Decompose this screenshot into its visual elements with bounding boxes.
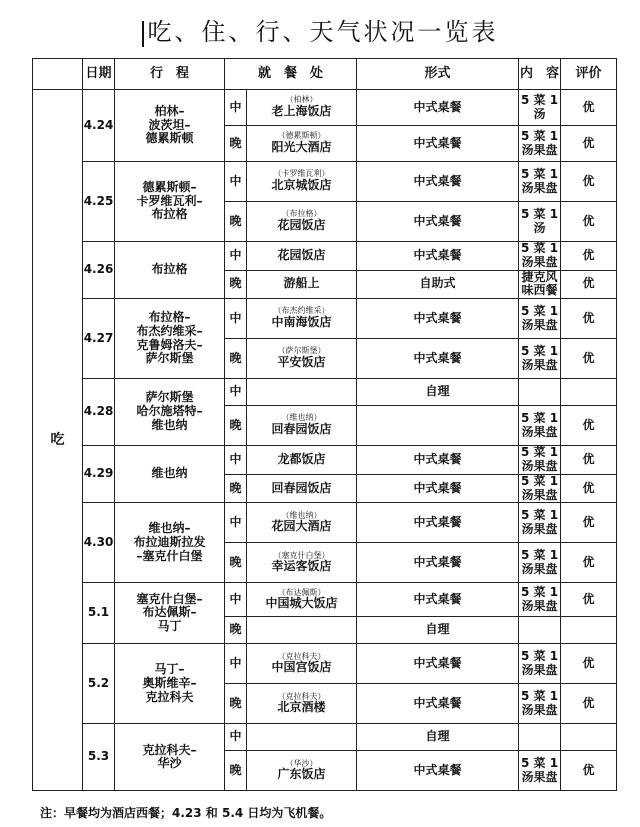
rating-cell: 优	[561, 684, 617, 724]
date-cell: 4.29	[83, 446, 115, 503]
meal-form-cell: 中式桌餐	[357, 751, 519, 791]
meal-content-cell	[519, 379, 561, 406]
date-cell: 5.3	[83, 724, 115, 791]
restaurant-cell	[247, 724, 357, 751]
table-body	[33, 90, 617, 791]
restaurant-cell	[247, 583, 357, 617]
itinerary-stop: 布拉迪斯拉发	[133, 534, 206, 549]
itinerary-cell	[115, 583, 225, 644]
meal-content-cell: 5 菜 1 汤果盘	[519, 406, 561, 446]
restaurant-name: 龙都饭店	[277, 452, 326, 467]
restaurant-city: （萨尔斯堡）	[277, 346, 326, 356]
rating-cell: 优	[561, 644, 617, 684]
meal-form-cell: 中式桌餐	[357, 543, 519, 583]
rating-cell: 优	[561, 299, 617, 339]
category-header	[33, 59, 83, 90]
restaurant-cell	[247, 126, 357, 162]
meal-content-cell: 5 菜 1 汤果盘	[519, 474, 561, 503]
restaurant-name: 回春园饭店	[271, 480, 332, 495]
itinerary-stop: 布拉格	[151, 262, 188, 277]
meal-form-cell: 自理	[357, 379, 519, 406]
rating-cell: 优	[561, 162, 617, 202]
table-row	[33, 162, 617, 202]
meal-form-cell: 中式桌餐	[357, 684, 519, 724]
restaurant-name: 北京城饭店	[271, 178, 332, 192]
header-form: 形式	[357, 59, 519, 90]
meal-form-cell	[357, 406, 519, 446]
rating-cell: 优	[561, 242, 617, 271]
document-title	[0, 12, 640, 47]
rating-cell: 优	[561, 90, 617, 126]
itinerary-stop: 萨尔斯堡	[145, 351, 194, 366]
meal-form-cell: 中式桌餐	[357, 90, 519, 126]
meal-form-cell: 中式桌餐	[357, 583, 519, 617]
restaurant-city: （德累斯顿）	[277, 131, 326, 141]
restaurant-city: （维也纳）	[281, 413, 322, 423]
meal-time-cell: 中	[225, 583, 247, 617]
table-row	[33, 724, 617, 751]
itinerary-stop: 德累斯顿–	[142, 179, 197, 194]
meal-time-cell: 晚	[225, 543, 247, 583]
rating-cell: 优	[561, 446, 617, 475]
restaurant-cell	[247, 299, 357, 339]
itinerary-cell	[115, 446, 225, 503]
itinerary-stop: 马丁–	[154, 662, 185, 677]
table-row	[33, 242, 617, 271]
restaurant-cell	[247, 543, 357, 583]
meal-content-cell: 5 菜 1 汤	[519, 202, 561, 242]
itinerary-stop: 德累斯顿	[145, 131, 194, 146]
meal-form-cell: 自理	[357, 617, 519, 644]
rating-cell	[561, 617, 617, 644]
table-row	[33, 503, 617, 543]
itinerary-stop: 奥斯维辛–	[142, 675, 197, 690]
rating-cell: 优	[561, 474, 617, 503]
itinerary-stop: 布杰约维采–	[136, 323, 203, 338]
meal-time-cell: 晚	[225, 684, 247, 724]
restaurant-city: （克拉科夫）	[277, 651, 326, 661]
meal-form-cell: 中式桌餐	[357, 126, 519, 162]
date-cell: 4.28	[83, 379, 115, 446]
restaurant-cell	[247, 339, 357, 379]
meal-time-cell: 中	[225, 724, 247, 751]
itinerary-stop: 哈尔施塔特–	[136, 404, 203, 419]
restaurant-city: （柏林）	[285, 95, 318, 105]
restaurant-cell	[247, 379, 357, 406]
itinerary-stop: 克拉科夫	[145, 689, 194, 704]
meal-form-cell: 中式桌餐	[357, 503, 519, 543]
date-cell: 4.27	[83, 299, 115, 379]
restaurant-name: 游船上	[283, 276, 320, 291]
rating-cell: 优	[561, 126, 617, 162]
itinerary-cell	[115, 644, 225, 724]
restaurant-cell	[247, 242, 357, 271]
table-row	[33, 90, 617, 126]
itinerary-stop: 华沙	[157, 756, 182, 771]
meal-time-cell: 晚	[225, 474, 247, 503]
meal-time-cell: 中	[225, 299, 247, 339]
meal-time-cell: 中	[225, 162, 247, 202]
meal-time-cell: 晚	[225, 751, 247, 791]
restaurant-cell	[247, 162, 357, 202]
restaurant-city: （布达佩斯）	[277, 587, 326, 597]
itinerary-stop: –塞克什白堡	[136, 548, 203, 563]
itinerary-cell	[115, 724, 225, 791]
meal-time-cell: 中	[225, 503, 247, 543]
meal-content-cell: 5 菜 1 汤果盘	[519, 242, 561, 271]
itinerary-cell	[115, 162, 225, 242]
rating-cell: 优	[561, 339, 617, 379]
restaurant-name: 中国宫饭店	[271, 660, 332, 675]
restaurant-city: （克拉科夫）	[277, 691, 326, 701]
restaurant-name: 花园大酒店	[271, 519, 332, 534]
itinerary-stop: 布达佩斯–	[142, 605, 197, 620]
meal-form-cell: 中式桌餐	[357, 446, 519, 475]
meal-time-cell: 晚	[225, 617, 247, 644]
itinerary-stop: 柏林–	[154, 103, 185, 118]
itinerary-stop: 布拉格	[151, 207, 188, 222]
text-cursor	[142, 21, 144, 47]
restaurant-city: （布杰约维采）	[273, 306, 330, 316]
meal-content-cell: 捷克风味西餐	[519, 270, 561, 299]
date-cell: 4.24	[83, 90, 115, 162]
restaurant-name: 花园饭店	[277, 218, 326, 232]
meal-content-cell: 5 菜 1 汤果盘	[519, 543, 561, 583]
meal-time-cell: 中	[225, 446, 247, 475]
restaurant-cell	[247, 446, 357, 475]
rating-cell: 优	[561, 503, 617, 543]
restaurant-name: 花园饭店	[277, 247, 326, 262]
itinerary-stop: 波茨坦–	[148, 117, 191, 132]
restaurant-name: 北京酒楼	[277, 700, 326, 715]
restaurant-name: 老上海饭店	[271, 104, 332, 118]
itinerary-stop: 萨尔斯堡	[145, 390, 194, 405]
rating-cell: 优	[561, 543, 617, 583]
meal-content-cell: 5 菜 1 汤果盘	[519, 126, 561, 162]
restaurant-city: （维也纳）	[281, 510, 322, 520]
restaurant-name: 平安饭店	[277, 355, 326, 370]
meal-content-cell: 5 菜 1 汤	[519, 90, 561, 126]
meal-time-cell: 中	[225, 379, 247, 406]
header-date: 日期	[83, 59, 115, 90]
date-cell: 4.25	[83, 162, 115, 242]
meal-form-cell: 中式桌餐	[357, 202, 519, 242]
category-cell: 吃	[33, 90, 83, 791]
table-row	[33, 446, 617, 475]
itinerary-cell	[115, 299, 225, 379]
itinerary-stop: 克拉科夫–	[142, 742, 197, 757]
meal-content-cell: 5 菜 1 汤果盘	[519, 339, 561, 379]
restaurant-name: 广东饭店	[277, 767, 326, 782]
date-cell: 5.2	[83, 644, 115, 724]
header-itinerary: 行 程	[115, 59, 225, 90]
restaurant-cell	[247, 406, 357, 446]
itinerary-stop: 克鲁姆洛夫–	[136, 337, 203, 352]
restaurant-cell	[247, 617, 357, 644]
rating-cell: 优	[561, 406, 617, 446]
restaurant-city: （布拉格）	[281, 209, 322, 219]
meal-time-cell: 晚	[225, 126, 247, 162]
meal-form-cell: 自理	[357, 724, 519, 751]
restaurant-name: 阳光大酒店	[271, 140, 332, 154]
restaurant-name: 中南海饭店	[271, 315, 332, 330]
meal-form-cell: 中式桌餐	[357, 644, 519, 684]
restaurant-cell	[247, 270, 357, 299]
restaurant-cell	[247, 684, 357, 724]
meal-content-cell: 5 菜 1 汤果盘	[519, 583, 561, 617]
rating-cell: 优	[561, 202, 617, 242]
rating-cell: 优	[561, 583, 617, 617]
meal-content-cell: 5 菜 1 汤果盘	[519, 299, 561, 339]
restaurant-name: 中国城大饭店	[265, 596, 338, 611]
meal-content-cell: 5 菜 1 汤果盘	[519, 644, 561, 684]
meal-time-cell: 中	[225, 90, 247, 126]
meal-time-cell: 中	[225, 644, 247, 684]
itinerary-stop: 布拉格–	[148, 310, 191, 325]
itinerary-stop: 维也纳	[151, 466, 188, 481]
itinerary-cell	[115, 242, 225, 299]
restaurant-cell	[247, 474, 357, 503]
meal-content-cell	[519, 724, 561, 751]
rating-cell: 优	[561, 751, 617, 791]
date-cell: 4.26	[83, 242, 115, 299]
meal-form-cell: 中式桌餐	[357, 474, 519, 503]
header-content: 内 容	[519, 59, 561, 90]
header-row	[33, 59, 617, 90]
meal-form-cell: 自助式	[357, 270, 519, 299]
restaurant-cell	[247, 90, 357, 126]
header-place: 就 餐 处	[225, 59, 357, 90]
header-rating: 评价	[561, 59, 617, 90]
meal-content-cell: 5 菜 1 汤果盘	[519, 751, 561, 791]
table-row	[33, 583, 617, 617]
itinerary-cell	[115, 503, 225, 583]
meal-time-cell: 晚	[225, 270, 247, 299]
rating-cell	[561, 724, 617, 751]
table-row	[33, 379, 617, 406]
meal-table	[32, 58, 617, 791]
date-cell: 4.30	[83, 503, 115, 583]
rating-cell	[561, 379, 617, 406]
meal-content-cell: 5 菜 1 汤果盘	[519, 684, 561, 724]
itinerary-stop: 维也纳	[151, 418, 188, 433]
table-row	[33, 644, 617, 684]
meal-form-cell: 中式桌餐	[357, 162, 519, 202]
itinerary-stop: 塞克什白堡–	[136, 591, 203, 606]
table-row	[33, 299, 617, 339]
footnote: 注：早餐均为酒店西餐；4.23 和 5.4 日均为飞机餐。	[40, 806, 332, 820]
restaurant-cell	[247, 644, 357, 684]
meal-form-cell: 中式桌餐	[357, 299, 519, 339]
meal-time-cell: 晚	[225, 406, 247, 446]
meal-content-cell: 5 菜 1 汤果盘	[519, 446, 561, 475]
title-text: 吃、住、行、天气状况一览表	[147, 18, 499, 46]
itinerary-cell	[115, 379, 225, 446]
restaurant-city: （卡罗维瓦利）	[273, 169, 330, 179]
meal-time-cell: 晚	[225, 202, 247, 242]
rating-cell: 优	[561, 270, 617, 299]
meal-form-cell: 中式桌餐	[357, 242, 519, 271]
meal-time-cell: 中	[225, 242, 247, 271]
itinerary-cell	[115, 90, 225, 162]
meal-form-cell: 中式桌餐	[357, 339, 519, 379]
restaurant-city: （塞克什白堡）	[273, 550, 330, 560]
itinerary-stop: 维也纳–	[148, 521, 191, 536]
itinerary-stop: 卡罗维瓦利–	[136, 193, 203, 208]
restaurant-cell	[247, 202, 357, 242]
meal-content-cell: 5 菜 1 汤果盘	[519, 503, 561, 543]
itinerary-stop: 马丁	[157, 619, 182, 634]
restaurant-cell	[247, 751, 357, 791]
restaurant-name: 回春园饭店	[271, 422, 332, 437]
restaurant-name: 幸运客饭店	[271, 559, 332, 574]
date-cell: 5.1	[83, 583, 115, 644]
restaurant-cell	[247, 503, 357, 543]
meal-content-cell	[519, 617, 561, 644]
meal-content-cell: 5 菜 1 汤果盘	[519, 162, 561, 202]
meal-time-cell: 晚	[225, 339, 247, 379]
restaurant-city: （华沙）	[285, 758, 318, 768]
